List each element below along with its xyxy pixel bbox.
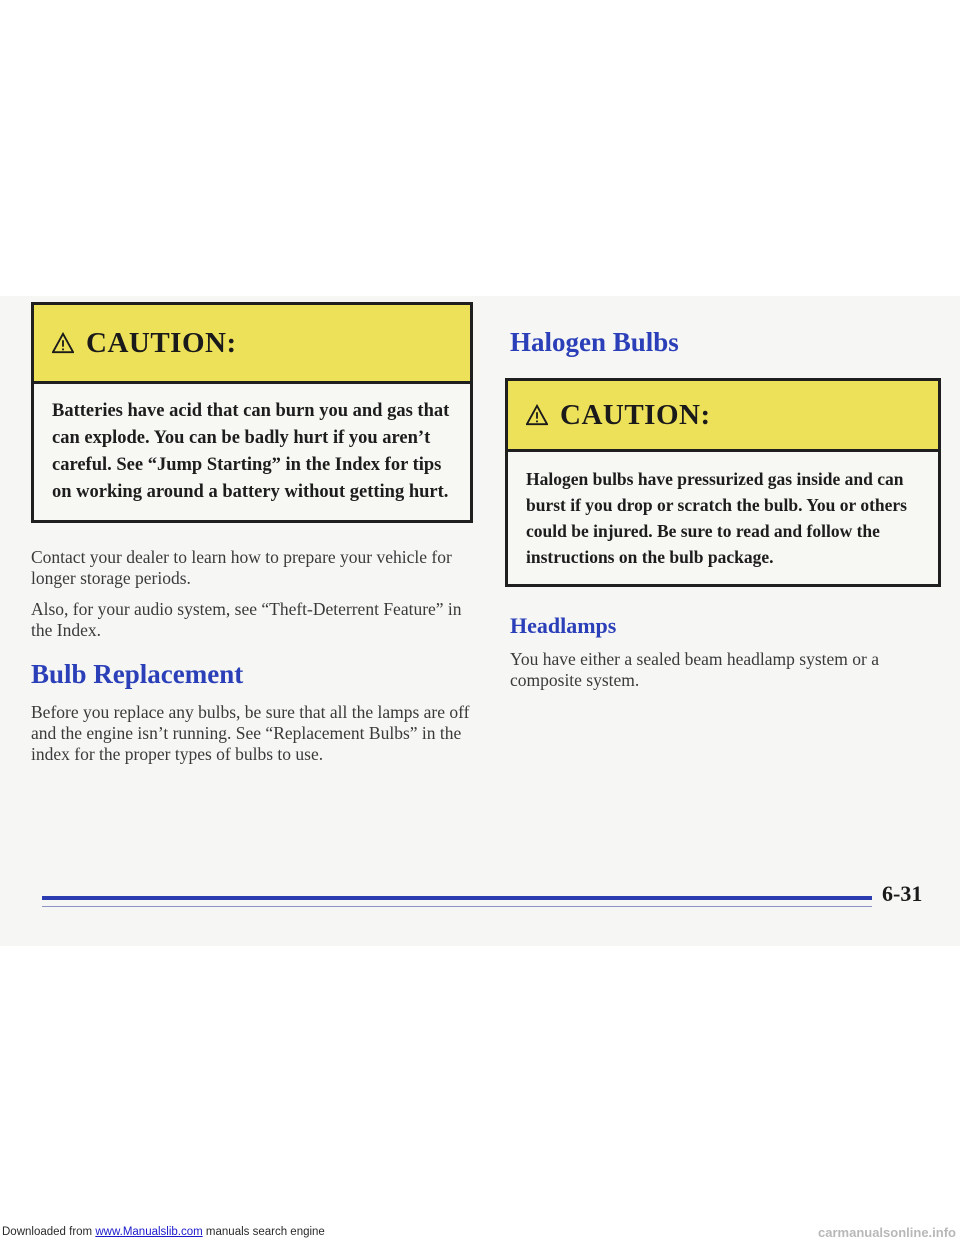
bulb-replacement-heading: Bulb Replacement: [31, 659, 244, 689]
footer-source: [2, 1226, 325, 1238]
manualslib-link[interactable]: www.Manualslib.com: [95, 1226, 203, 1238]
left-column: [31, 302, 481, 765]
audio-paragraph: Also, for your audio system, see “Theft-Deterrent Feature” in the Index.: [31, 599, 462, 640]
download-footer: [0, 1224, 960, 1242]
caution-text: Batteries have acid that can burn you and gas that can explode. You can be badly hurt if you aren’t careful. See “Jump Starting” in the Index for tips on working around a battery without getting hurt.: [52, 401, 450, 502]
warning-triangle-icon: [52, 332, 74, 354]
caution-label: CAUTION:: [86, 326, 237, 359]
footer-rule: [42, 896, 872, 900]
page-number: 6-31: [882, 881, 923, 906]
halogen-bulbs-heading: Halogen Bulbs: [510, 327, 679, 357]
storage-paragraph: Contact your dealer to learn how to prepare your vehicle for longer storage periods.: [31, 547, 452, 588]
watermark-text: carmanualsonline.info: [818, 1225, 956, 1240]
warning-triangle-icon: [526, 404, 548, 426]
headlamps-heading: Headlamps: [510, 613, 617, 638]
headlamps-paragraph: You have either a sealed beam headlamp system or a composite system.: [510, 649, 880, 690]
battery-caution-box: [31, 302, 473, 523]
right-column: [505, 327, 943, 691]
bulb-replacement-paragraph: Before you replace any bulbs, be sure that all the lamps are off and the engine isn’t running. See “Replacement Bulbs” in the index for the proper types of bulbs to use.: [31, 702, 470, 764]
caution-header: [34, 305, 470, 384]
caution-header: [508, 381, 938, 452]
caution-text: Halogen bulbs have pressurized gas inside and can burst if you drop or scratch the bulb. You or others could be injured. Be sure to read and follow the instructions on the bulb package.: [526, 469, 907, 567]
footer-prefix: Downloaded from: [2, 1226, 93, 1238]
halogen-caution-box: [505, 378, 941, 587]
footer-rule-thin: [42, 906, 872, 907]
caution-label: CAUTION:: [560, 398, 711, 431]
footer-suffix: manuals search engine: [205, 1226, 325, 1238]
